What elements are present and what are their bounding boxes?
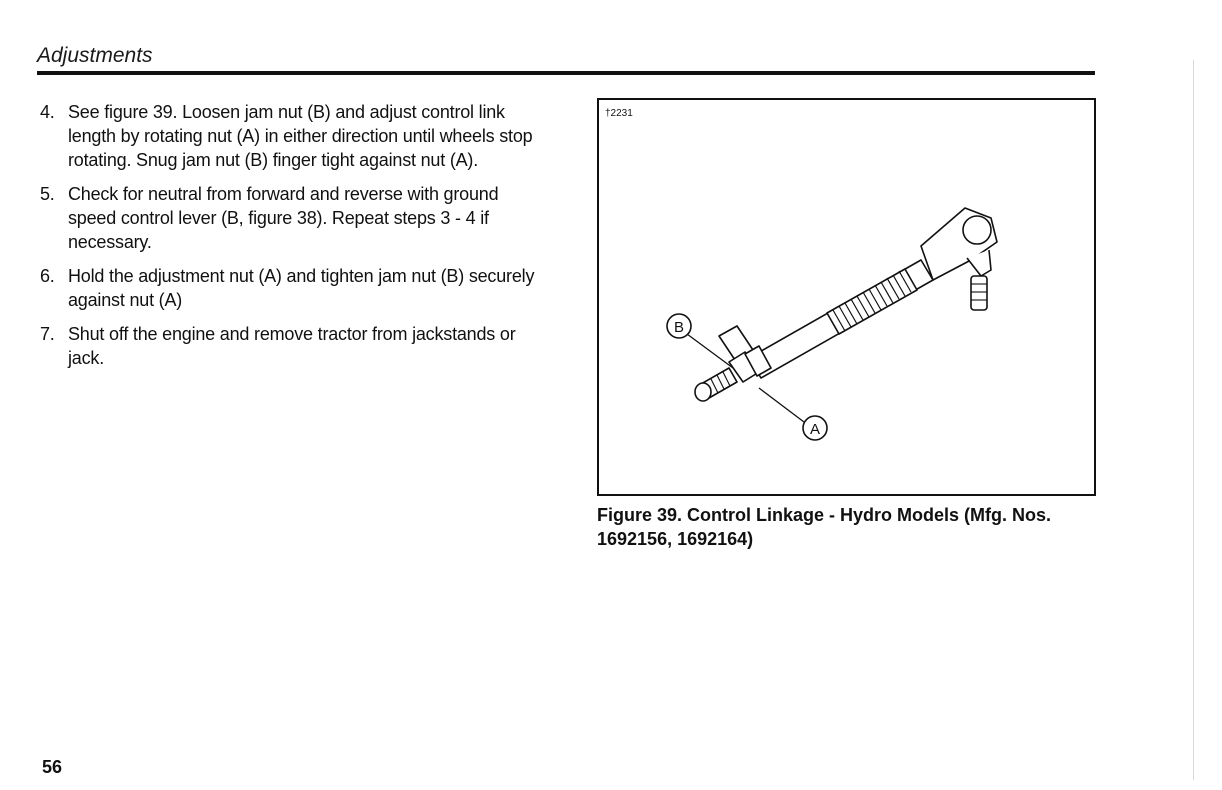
ball-joint-eye <box>963 216 991 244</box>
section-title: Adjustments <box>37 44 153 67</box>
step-text: See figure 39. Loosen jam nut (B) and adjust control link length by rotating nut (A) in either direction until wheels stop rotating. Snug jam nut (B) finger tight against nut (A). <box>68 102 533 170</box>
step-number: 5. <box>40 184 55 204</box>
control-linkage-illustration <box>599 100 1094 494</box>
figure-39-frame <box>597 98 1096 496</box>
scan-edge-line <box>1193 60 1194 780</box>
page-number: 56 <box>42 757 63 777</box>
step-number: 4. <box>40 102 55 122</box>
callout-a-leader <box>759 388 804 422</box>
step-text: Hold the adjustment nut (A) and tighten jam nut (B) securely against nut (A) <box>68 266 535 310</box>
callout-b-label: B <box>673 319 685 336</box>
step-text: Shut off the engine and remove tractor from jackstands or jack. <box>68 324 516 368</box>
step-item <box>40 182 550 254</box>
step-item <box>40 264 550 312</box>
step-number: 6. <box>40 266 55 286</box>
step-item <box>40 322 550 370</box>
step-item <box>40 100 550 172</box>
step-number: 7. <box>40 324 55 344</box>
figure-id-label: †2231 <box>605 108 633 119</box>
steps-list <box>40 100 550 380</box>
ball-joint-stud <box>971 276 987 310</box>
step-text: Check for neutral from forward and reverse with ground speed control lever (B, figure 38). Repeat steps 3 - 4 if necessary. <box>68 184 499 252</box>
callout-a-label: A <box>809 421 821 438</box>
figure-caption: Figure 39. Control Linkage - Hydro Models (Mfg. Nos. 1692156, 1692164) <box>597 505 1052 549</box>
header-rule <box>37 71 1095 75</box>
